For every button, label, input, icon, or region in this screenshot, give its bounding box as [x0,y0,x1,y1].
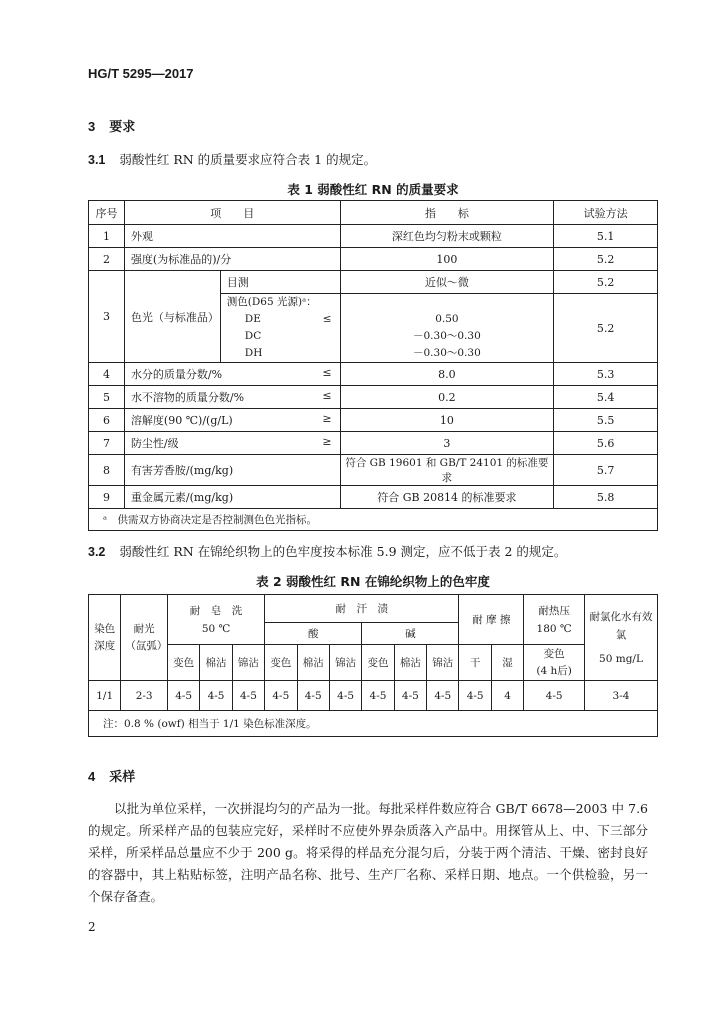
visual-value: 近似～微 [340,271,554,294]
sub-cotton: 棉沾 [394,645,426,681]
sub-cotton: 棉沾 [297,645,329,681]
dh-value: －0.30～0.30 [413,346,481,359]
row-item: 防尘性/级 ≥ [124,432,340,455]
de-value: 0.50 [435,312,459,325]
cell: 4-5 [329,681,361,711]
cell: 3-4 [584,681,657,711]
row-item: 水分的质量分数/% ≤ [124,363,340,386]
fastness-table [88,594,658,737]
cell: 4-5 [200,681,232,711]
section-4-title: 采样 [109,770,136,785]
cell: 4-5 [459,681,491,711]
table-note-row [89,711,658,737]
measure-dh: DH [244,347,263,359]
measure-de: DE ≤ [244,313,332,325]
measure-label: 测色(D65 光源)ᵃ： [226,296,317,308]
table-row [89,386,658,409]
row-item: 色光（与标准品） [124,271,220,363]
section-3-title: 要求 [109,120,136,135]
row-item: 重金属元素/(mg/kg) [124,486,340,509]
row-method: 5.8 [554,486,658,509]
cell: 4-5 [167,681,199,711]
table-row [89,681,658,711]
cell: 4-5 [427,681,459,711]
row-method: 5.1 [554,225,658,248]
sub-cotton: 棉沾 [200,645,232,681]
row-value: 8.0 [340,363,554,386]
row-item: 有害芳香胺/(mg/kg) [124,455,340,486]
cell: 4-5 [297,681,329,711]
sub-change: 变色 [362,645,394,681]
table-row [89,409,658,432]
table-2-note: 注：0.8 % (owf) 相当于 1/1 染色标准深度。 [89,711,658,737]
sub-dry: 干 [459,645,491,681]
clause-3-1-number: 3.1 [88,153,106,167]
cell: 4-5 [362,681,394,711]
header-depth: 染色深度 [89,595,121,681]
clause-3-2 [88,542,566,562]
row-value: 0.2 [340,386,554,409]
table-row-color-visual [89,271,658,294]
visual-label: 目测 [220,271,340,294]
row-method: 5.7 [554,455,658,486]
clause-3-1 [88,150,376,170]
header-item: 项 目 [124,201,340,225]
row-method: 5.4 [554,386,658,409]
clause-3-1-text: 弱酸性红 RN 的质量要求应符合表 1 的规定。 [119,152,377,167]
row-value: 100 [340,248,554,271]
row-no: 8 [89,455,125,486]
header-index: 指 标 [340,201,554,225]
cell: 4 [491,681,523,711]
table-1-footnote: ᵃ 供需双方协商决定是否控制测色色光指标。 [89,509,658,531]
row-no: 3 [89,271,125,363]
sampling-paragraph: 以批为单位采样，一次拼混均匀的产品为一批。每批采样件数应符合 GB/T 6678—2003 中 7.6 的规定。所采样产品的包装应完好，采样时不应使外界杂质落入产品中。用探管从上、中、下三部分采样，所采样品总量应不少于 200 g。将采得的样品充分混匀后，分装于两个清洁、干燥、密封良好的容器中，其上粘贴标签，注明产品名称、批号、生产厂名称、采样日期、地点。一个供检验，另一个保存备查。 [88,801,648,904]
header-acid: 酸 [265,623,362,645]
measure-cell [220,294,340,363]
page-number: 2 [88,920,96,934]
header-no: 序号 [89,201,125,225]
header-rub: 耐 摩 擦 [459,595,524,645]
table-header-row [89,201,658,225]
standard-number: HG/T 5295—2017 [88,66,194,81]
cell: 1/1 [89,681,121,711]
row-item: 溶解度(90 ℃)/(g/L) ≥ [124,409,340,432]
header-heat: 耐热压 180 ℃ [524,595,585,645]
table-row [89,455,658,486]
row-no: 5 [89,386,125,409]
row-item: 外观 [124,225,340,248]
table-row [89,432,658,455]
clause-3-2-text: 弱酸性红 RN 在锦纶织物上的色牢度按本标准 5.9 测定，应不低于表 2 的规定。 [119,544,567,559]
header-method: 试验方法 [554,201,658,225]
header-light: 耐光（氙弧） [121,595,168,681]
row-value: 深红色均匀粉末或颗粒 [340,225,554,248]
table-2-caption: 表 2 弱酸性红 RN 在锦纶织物上的色牢度 [256,574,490,589]
sub-heat-change: 变色 (4 h后) [524,645,585,681]
row-method: 5.5 [554,409,658,432]
sub-nylon: 锦沾 [329,645,361,681]
measure-values [340,294,554,363]
quality-table [88,200,658,531]
visual-method: 5.2 [554,271,658,294]
table-row [89,248,658,271]
row-method: 5.2 [554,248,658,271]
cell: 4-5 [524,681,585,711]
row-no: 2 [89,248,125,271]
row-item: 水不溶物的质量分数/% ≤ [124,386,340,409]
row-no: 4 [89,363,125,386]
row-no: 9 [89,486,125,509]
sub-wet: 湿 [491,645,523,681]
header-chlor: 耐氯化水有效氯 50 mg/L [584,595,657,681]
sub-nylon: 锦沾 [427,645,459,681]
clause-3-2-number: 3.2 [88,545,106,559]
cell: 4-5 [232,681,264,711]
section-4-number: 4 [88,769,96,784]
header-sweat: 耐 汗 渍 [265,595,459,623]
cell: 2-3 [121,681,168,711]
row-no: 7 [89,432,125,455]
row-value: 10 [340,409,554,432]
table-footnote-row [89,509,658,531]
sub-change: 变色 [167,645,199,681]
measure-method: 5.2 [554,294,658,363]
section-4-heading [88,766,135,785]
measure-dc: DC [244,330,262,342]
row-value: 符合 GB 19601 和 GB/T 24101 的标准要求 [340,455,554,486]
cell: 4-5 [265,681,297,711]
header-soap: 耐 皂 洗 50 ℃ [167,595,264,645]
dc-value: －0.30～0.30 [413,329,481,342]
section-3-number: 3 [88,119,96,134]
table-1-caption: 表 1 弱酸性红 RN 的质量要求 [287,182,459,197]
row-value: 3 [340,432,554,455]
row-item: 强度(为标准品的)/分 [124,248,340,271]
row-value: 符合 GB 20814 的标准要求 [340,486,554,509]
table-row [89,225,658,248]
row-method: 5.6 [554,432,658,455]
table-row [89,363,658,386]
row-no: 1 [89,225,125,248]
header-alkali: 碱 [362,623,459,645]
row-no: 6 [89,409,125,432]
table-row [89,486,658,509]
row-method: 5.3 [554,363,658,386]
section-3-heading [88,116,135,135]
sub-change: 变色 [265,645,297,681]
cell: 4-5 [394,681,426,711]
sub-nylon: 锦沾 [232,645,264,681]
